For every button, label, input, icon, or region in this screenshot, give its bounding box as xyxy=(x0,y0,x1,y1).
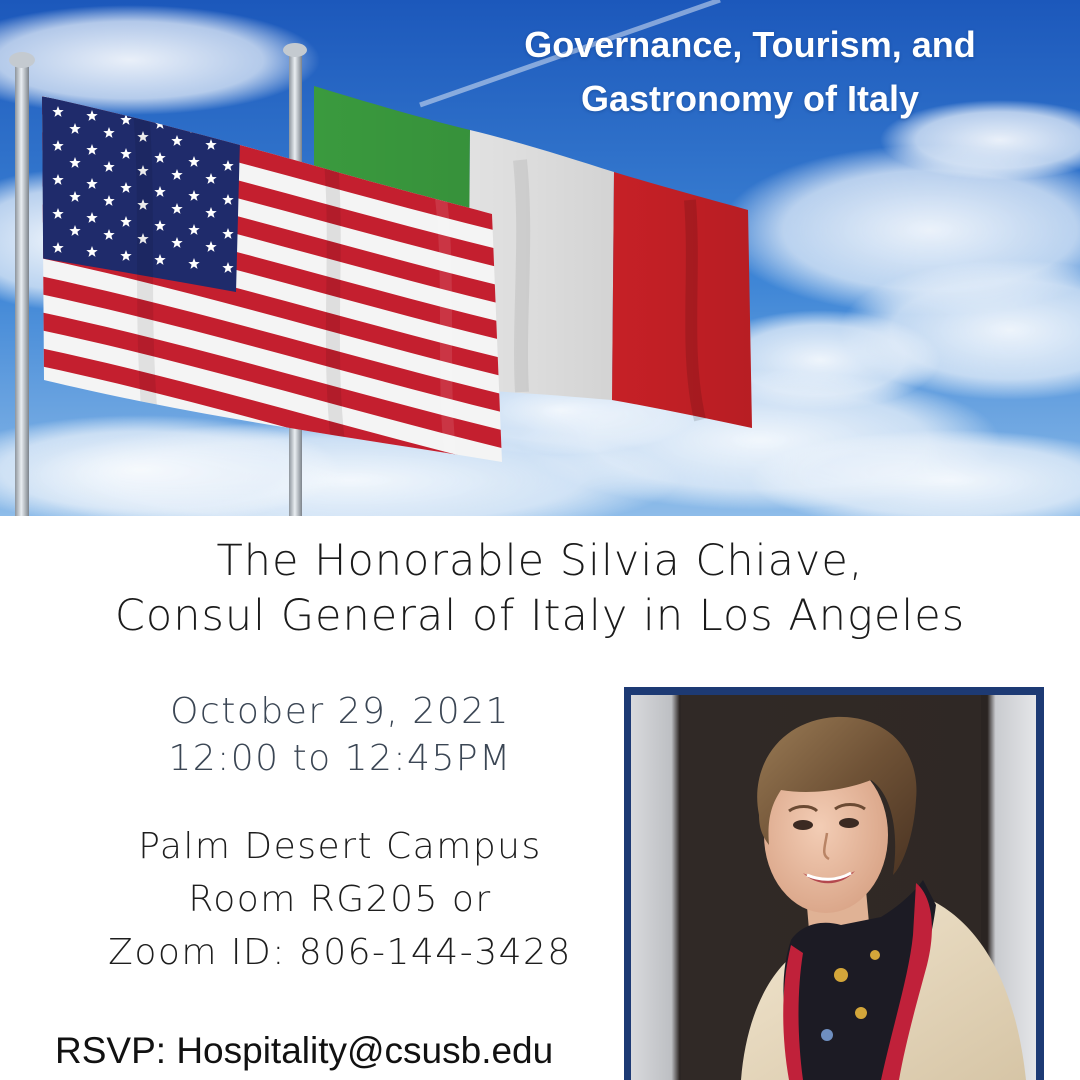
speaker-title: Consul General of Italy in Los Angeles xyxy=(114,591,966,641)
rsvp-contact: RSVP: Hospitality@csusb.edu xyxy=(55,1030,554,1071)
portrait-frame xyxy=(624,687,1044,1080)
banner-title-line-2: Gastronomy of Italy xyxy=(580,78,920,119)
event-date: October 29, 2021 xyxy=(170,691,510,732)
venue-zoom-id: Zoom ID: 806-144-3428 xyxy=(108,932,572,973)
event-time: 12:00 to 12:45PM xyxy=(168,738,512,779)
venue-campus: Palm Desert Campus xyxy=(138,826,542,867)
speaker-portrait-illustration xyxy=(631,695,1036,1080)
event-venue xyxy=(60,820,620,979)
venue-room: Room RG205 or xyxy=(188,879,492,920)
banner-title-line-1: Governance, Tourism, and xyxy=(524,24,976,65)
event-details xyxy=(60,688,620,979)
banner-image xyxy=(0,0,1080,516)
speaker-name: The Honorable Silvia Chiave, xyxy=(216,536,864,586)
event-datetime xyxy=(60,688,620,782)
banner-title xyxy=(470,18,1030,126)
speaker-headline xyxy=(0,534,1080,644)
portrait-photo-of-speaker xyxy=(631,695,1036,1080)
